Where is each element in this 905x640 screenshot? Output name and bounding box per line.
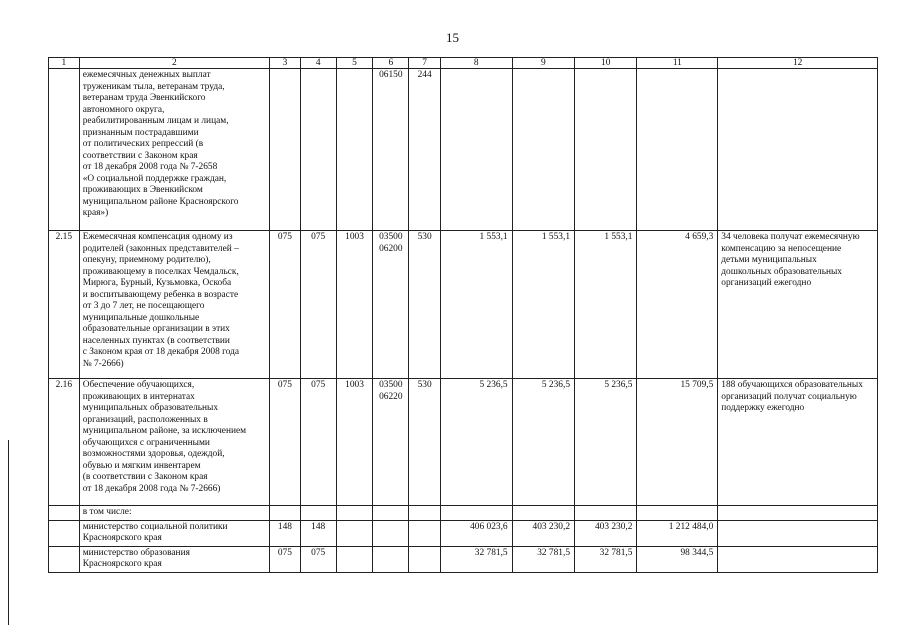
header-cell: 12 <box>718 58 878 69</box>
value-cell: 98 344,5 <box>637 546 718 572</box>
result-cell <box>718 546 878 572</box>
code-cell <box>270 69 301 231</box>
value-cell <box>512 69 574 231</box>
value-cell <box>440 506 512 521</box>
code-cell <box>300 506 336 521</box>
header-cell: 3 <box>270 58 301 69</box>
value-cell: 32 781,5 <box>512 546 574 572</box>
result-text: 34 человека получат ежемесячную компенсацию за непосещение детьми муниципальных дошкольных образовательных организаций ежегодно <box>721 232 860 288</box>
result-cell <box>718 379 878 506</box>
code-cell <box>336 546 373 572</box>
value-cell: 15 709,5 <box>637 379 718 506</box>
table-row <box>49 520 878 546</box>
result-cell <box>718 231 878 379</box>
header-cell: 5 <box>336 58 373 69</box>
code-cell <box>270 506 301 521</box>
result-cell <box>718 506 878 521</box>
row-number-cell <box>49 69 80 231</box>
code-text: 03500 06220 <box>379 380 403 402</box>
code-cell <box>409 520 441 546</box>
header-cell: 11 <box>637 58 718 69</box>
table-row <box>49 506 878 521</box>
row-name-text: Обеспечение обучающихся, проживающих в интернатах муниципальных образовательных организаций, расположенных в муниципальном районе, за исключением обучающихся с ограниченными возможностями здоровья, одеждой, обувью и мягким инвентарем (в соответствии с Законом края от 18 декабря 2008 года № 7-2666) <box>82 380 247 494</box>
code-cell: 530 <box>409 231 441 379</box>
code-cell: 075 <box>300 546 336 572</box>
code-cell: 075 <box>270 379 301 506</box>
table-row <box>49 69 878 231</box>
code-cell <box>409 506 441 521</box>
result-cell <box>718 520 878 546</box>
value-cell <box>575 506 637 521</box>
code-cell: 148 <box>300 520 336 546</box>
code-cell <box>373 69 409 231</box>
header-cell: 8 <box>440 58 512 69</box>
header-cell: 9 <box>512 58 574 69</box>
value-cell <box>637 506 718 521</box>
row-name-text: министерство социальной политики Красноярского края <box>82 521 228 543</box>
value-cell: 32 781,5 <box>575 546 637 572</box>
header-cell: 10 <box>575 58 637 69</box>
table-header-row <box>49 58 878 69</box>
value-cell <box>440 69 512 231</box>
page-number: 15 <box>446 30 459 45</box>
value-cell: 1 212 484,0 <box>637 520 718 546</box>
header-cell: 1 <box>49 58 80 69</box>
value-cell: 403 230,2 <box>575 520 637 546</box>
value-cell: 5 236,5 <box>512 379 574 506</box>
code-text: 06150 <box>379 70 403 80</box>
margin-rule <box>8 440 9 625</box>
code-cell: 530 <box>409 379 441 506</box>
row-number-cell <box>49 506 80 521</box>
row-name-cell <box>79 231 269 379</box>
header-cell: 4 <box>300 58 336 69</box>
code-cell <box>373 231 409 379</box>
code-cell: 148 <box>270 520 301 546</box>
code-cell: 244 <box>409 69 441 231</box>
value-cell: 5 236,5 <box>440 379 512 506</box>
code-cell <box>373 546 409 572</box>
value-cell <box>512 506 574 521</box>
code-text: 03500 06200 <box>379 232 403 254</box>
code-cell: 1003 <box>336 379 373 506</box>
code-cell: 075 <box>300 379 336 506</box>
header-cell: 6 <box>373 58 409 69</box>
value-cell: 5 236,5 <box>575 379 637 506</box>
row-name-cell <box>79 506 269 521</box>
code-cell: 075 <box>300 231 336 379</box>
code-cell: 1003 <box>336 231 373 379</box>
code-cell <box>336 506 373 521</box>
row-name-cell <box>79 546 269 572</box>
value-cell <box>637 69 718 231</box>
row-name-text: в том числе: <box>82 507 132 517</box>
row-number-cell: 2.16 <box>49 379 80 506</box>
code-cell <box>373 506 409 521</box>
table-row <box>49 231 878 379</box>
row-name-text: Ежемесячная компенсация одному из родителей (законных представителей – опекуну, приемному родителю), проживающему в поселках Чемдальск, Мирюга, Бурный, Кузьмовка, Оскоба и воспитывающему ребенка в возрасте от 3 до 7 лет, не посещающего муниципальные дошкольные образовательные организации в этих населенных пунктах (в соответствии с Законом края от 18 декабря 2008 года № 7-2666) <box>82 232 240 369</box>
row-number-cell: 2.15 <box>49 231 80 379</box>
code-cell <box>336 69 373 231</box>
header-cell: 7 <box>409 58 441 69</box>
code-cell: 075 <box>270 231 301 379</box>
budget-table <box>48 57 878 573</box>
row-name-text: министерство образования Красноярского края <box>82 547 190 569</box>
header-cell: 2 <box>79 58 269 69</box>
row-name-cell <box>79 520 269 546</box>
row-name-text: ежемесячных денежных выплат труженикам тыла, ветеранам труда, ветеранам труда Эвенкийского автономного округа, реабилитированным лицам и лицам, признанным пострадавшими от политических репрессий (в соответствии с Законом края от 18 декабря 2008 года № 7-2658 «О социальной поддержке граждан, проживающих в Эвенкийском муниципальном районе Красноярского края») <box>82 70 239 218</box>
code-cell <box>373 520 409 546</box>
row-number-cell <box>49 546 80 572</box>
result-text: 188 обучающихся образовательных организаций получат социальную поддержку ежегодно <box>721 380 863 413</box>
row-name-cell <box>79 379 269 506</box>
value-cell: 1 553,1 <box>575 231 637 379</box>
row-number-cell <box>49 520 80 546</box>
code-cell <box>373 379 409 506</box>
code-cell <box>409 546 441 572</box>
value-cell: 403 230,2 <box>512 520 574 546</box>
code-cell <box>300 69 336 231</box>
table-row <box>49 379 878 506</box>
value-cell: 4 659,3 <box>637 231 718 379</box>
code-cell: 075 <box>270 546 301 572</box>
value-cell: 1 553,1 <box>512 231 574 379</box>
value-cell: 1 553,1 <box>440 231 512 379</box>
code-cell <box>336 520 373 546</box>
value-cell <box>575 69 637 231</box>
table-row <box>49 546 878 572</box>
value-cell: 406 023,6 <box>440 520 512 546</box>
value-cell: 32 781,5 <box>440 546 512 572</box>
result-cell <box>718 69 878 231</box>
row-name-cell <box>79 69 269 231</box>
